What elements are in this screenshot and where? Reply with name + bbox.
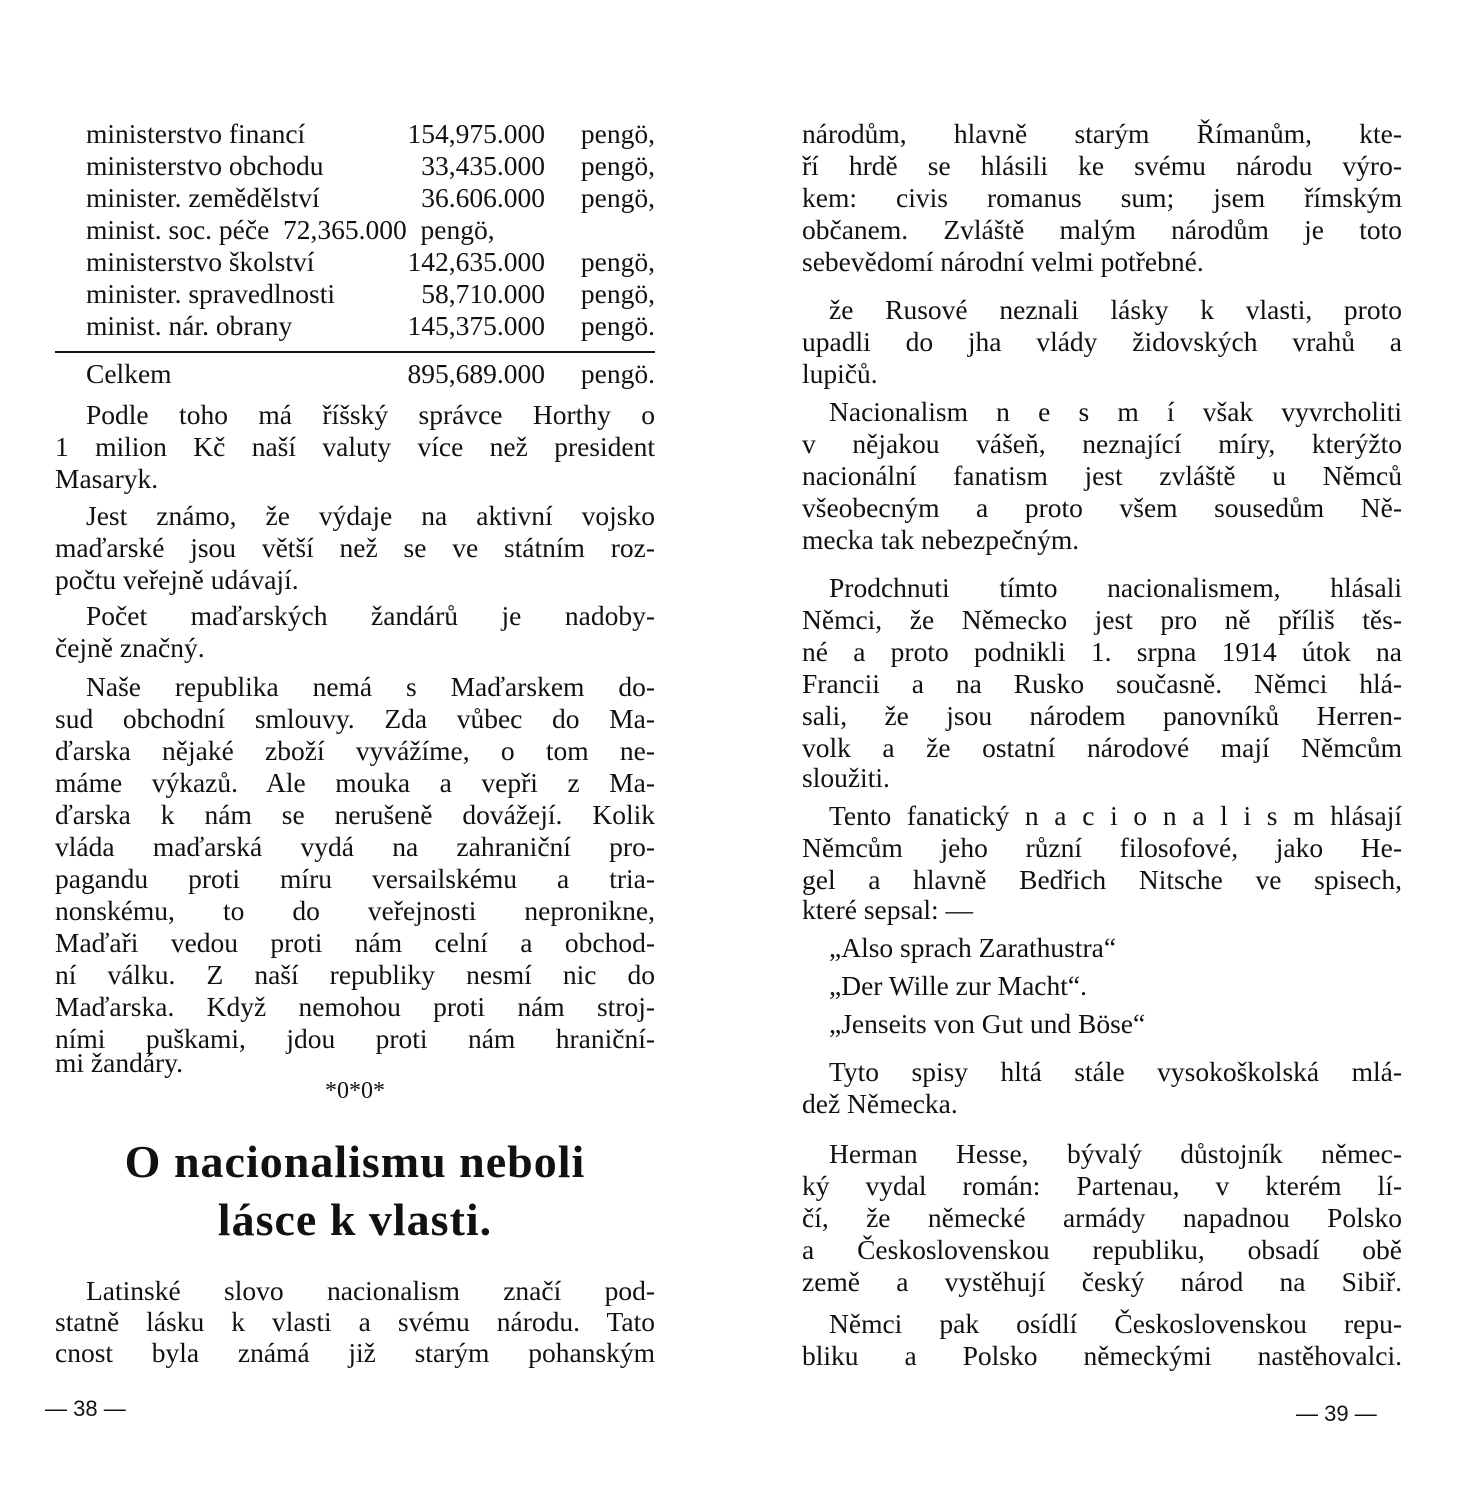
text-line: Francii a na Rusko současně. Němci hlá- [802,668,1402,699]
budget-label: ministerstvo obchodu [86,150,324,181]
text-line: Němci pak osídlí Československou repu- [829,1308,1402,1339]
text-line: statně lásku k vlasti a svému národu. Tato [55,1306,655,1337]
budget-amount: 142,635.000 [407,246,545,277]
text-line: Masaryk. [55,463,159,494]
text-line: Tyto spisy hltá stále vysokoškolská mlá- [829,1056,1402,1087]
text-line: kem: civis romanus sum; jsem římským [802,182,1402,213]
text-line: země a vystěhují český národ na Sibiř. [802,1266,1402,1297]
text-line: čejně značný. [55,632,205,663]
text-line: ní válku. Z naší republiky nesmí nic do [55,959,655,990]
text-line: upadli do jha vlády židovských vrahů a [802,326,1402,357]
budget-label: minist. nár. obrany [86,310,293,341]
text-line: občanem. Zvláště malým národům je toto [802,214,1402,245]
budget-label: ministerstvo financí [86,118,306,149]
text-line: lupičů. [802,358,878,389]
text-line: Podle toho má říšský správce Horthy o [86,399,655,430]
text-line: sloužiti. [802,762,890,793]
text-line: a Československou republiku, obsadí obě [802,1234,1402,1265]
text-line: všeobecným a proto všem sousedům Ně- [802,492,1402,523]
page-number: — 38 — [45,1396,126,1421]
budget-amount: 58,710.000 [421,278,545,309]
section-ornament: *0*0* [325,1078,385,1104]
budget-currency: pengö, [580,150,655,181]
budget-amount: 145,375.000 [407,310,545,341]
text-line: ďarska nějaké zboží vyvážíme, o tom ne- [55,735,655,766]
text-line: vláda maďarská vydá na zahraniční pro- [55,831,655,862]
book-title: „Jenseits von Gut und Böse“ [829,1008,1146,1039]
text-line: sud obchodní smlouvy. Zda vůbec do Ma- [55,703,655,734]
text-line: sali, že jsou národem panovníků Herren- [802,700,1402,731]
total-label: Celkem [86,358,172,389]
text-line: Maďarska. Když nemohou proti nám stroj- [55,991,655,1022]
total-currency: pengö. [580,358,655,389]
right-page [731,0,1462,1501]
total-amount: 895,689.000 [407,358,545,389]
budget-currency: pengö, [580,182,655,213]
text-line: Němcům jeho různí filosofové, jako He- [802,832,1402,863]
text-line: Počet maďarských žandárů je nadoby- [86,600,655,631]
budget-amount: 36.606.000 [421,182,545,213]
text-line: Němci, že Německo jest pro ně příliš těs- [802,604,1402,635]
text-line: že Rusové neznali lásky k vlasti, proto [829,294,1402,325]
book-title: „Also sprach Zarathustra“ [829,932,1117,963]
budget-label: minister. spravedlnosti [86,278,336,309]
budget-amount: 72,365.000 [283,214,407,245]
text-line: národům, hlavně starým Římanům, kte- [802,118,1402,149]
text-line: ními puškami, jdou proti nám hraniční- [55,1023,655,1054]
text-line: ří hrdě se hlásili ke svému národu výro- [802,150,1402,181]
text-line: Herman Hesse, bývalý důstojník němec- [829,1138,1402,1169]
budget-currency: pengö, [580,278,655,309]
text-line: Naše republika nemá s Maďarskem do- [86,671,655,702]
text-line: nacionální fanatism jest zvláště u Němců [802,460,1402,491]
text-line: které sepsal: — [802,894,974,925]
text-line: Jest známo, že výdaje na aktivní vojsko [86,500,655,531]
text-line: cnost byla známá již starým pohanským [55,1337,655,1368]
budget-currency: pengö, [580,118,655,149]
text-line: Nacionalism n e s m í však vyvrcholiti [829,396,1402,427]
text-line: máme výkazů. Ale mouka a vepři z Ma- [55,767,655,798]
budget-label: minist. soc. péče [86,214,270,245]
budget-currency: pengö, [580,246,655,277]
sum-divider [55,351,655,353]
text-line: Prodchnuti tímto nacionalismem, hlásali [829,572,1402,603]
budget-label: minister. zemědělství [86,182,320,213]
text-line: v nějakou vášeň, neznající míry, kterýžto [802,428,1402,459]
section-heading-line: lásce k vlasti. [217,1194,493,1245]
budget-currency: pengö. [580,310,655,341]
budget-amount: 33,435.000 [421,150,545,181]
budget-currency: pengö, [420,214,495,245]
text-line: počtu veřejně udávají. [55,564,299,595]
text-line: maďarské jsou větší než se ve státním roz- [55,532,655,563]
text-line: 1 milion Kč naší valuty více než president [55,431,655,462]
budget-amount: 154,975.000 [407,118,545,149]
text-line: bliku a Polsko německými nastěhovalci. [802,1340,1402,1371]
text-line: mecka tak nebezpečným. [802,524,1080,555]
section-heading-line: O nacionalismu neboli [124,1136,586,1187]
text-line: nonskému, to do veřejnosti nepronikne, [55,895,655,926]
text-line: pagandu proti míru versailskému a tria- [55,863,655,894]
text-line: dež Německa. [802,1088,958,1119]
text-line: čí, že německé armády napadnou Polsko [802,1202,1402,1233]
text-line: gel a hlavně Bedřich Nitsche ve spisech, [802,864,1402,895]
budget-label: ministerstvo školství [86,246,315,277]
text-line: volk a že ostatní národové mají Němcům [802,732,1402,763]
text-line: ďarska k nám se nerušeně dovážejí. Kolik [55,799,655,830]
text-line: ký vydal román: Partenau, v kterém lí- [802,1170,1402,1201]
budget-row [86,214,655,245]
text-line: Maďaři vedou proti nám celní a obchod- [55,927,655,958]
page-number: — 39 — [1296,1401,1377,1426]
book-title: „Der Wille zur Macht“. [829,970,1087,1001]
text-line: sebevědomí národní velmi potřebné. [802,246,1204,277]
text-line: mi žandáry. [55,1047,184,1078]
text-line: né a proto podnikli 1. srpna 1914 útok na [802,636,1402,667]
text-line: Latinské slovo nacionalism značí pod- [86,1275,655,1306]
text-line: Tento fanatický n a c i o n a l i s m hlásají [829,800,1402,831]
